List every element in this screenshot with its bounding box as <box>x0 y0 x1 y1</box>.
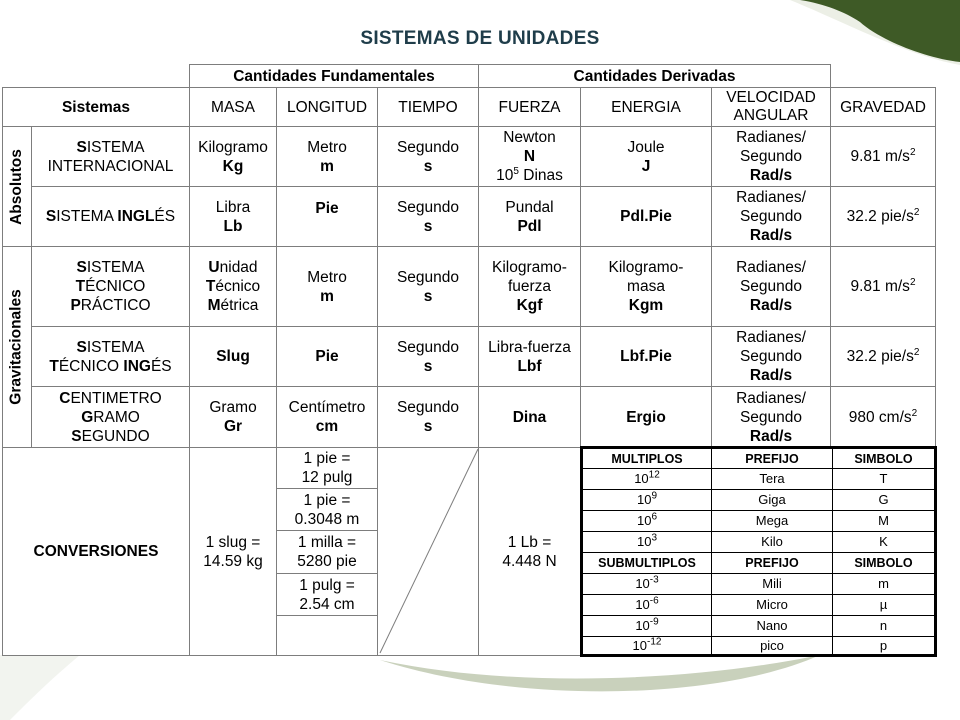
row-tecnico-longitud <box>276 246 378 327</box>
row-tecnico-energia-2: masa <box>627 278 665 295</box>
row-cgs-longitud <box>276 386 378 448</box>
row-tecnico-masa-line1 <box>208 258 257 277</box>
row-cgs-energia <box>580 386 712 448</box>
conversion-lb-line2: 4.448 N <box>502 552 557 570</box>
row-tecnico-gravedad <box>830 246 936 327</box>
row-ingles-vel-2: Segundo <box>739 208 803 225</box>
conversion-item-line1: 1 pie = <box>303 450 351 467</box>
factor-exp: 3 <box>651 532 658 544</box>
row-tecnico-rest-1: ISTEMA <box>86 259 145 276</box>
header-longitud <box>276 87 378 127</box>
header-velocidad-text: VELOCIDAD <box>726 89 816 106</box>
row-tec-ingles-longitud <box>276 326 378 387</box>
prefix-row-prefijo <box>711 489 833 511</box>
row-ingles-gravedad <box>830 186 936 247</box>
group-absolutos-label <box>2 126 32 247</box>
row-si-name <box>31 126 190 187</box>
conversion-slug-line1: 1 slug = <box>205 533 261 551</box>
row-cgs-rest-3: EGUNDO <box>81 427 150 445</box>
bottom-swoosh-shape <box>380 655 820 691</box>
header-cantidades-fundamentales <box>189 64 479 88</box>
row-si-tiempo-unit: s <box>423 157 433 175</box>
row-tecnico-masa-r1: nidad <box>219 259 258 276</box>
row-cgs-vel-unit: Rad/s <box>749 427 793 445</box>
row-ingles-energia <box>580 186 712 247</box>
simbolo-text: M <box>878 513 889 528</box>
row-si-velocidad <box>711 126 831 187</box>
row-si-vel-1: Radianes/ <box>736 129 806 146</box>
prefix-header-multiplos <box>582 448 712 469</box>
simbolo-text: p <box>879 637 888 653</box>
row-ingles-tiempo-unit: s <box>423 217 433 235</box>
prefijo-text: Mega <box>755 513 789 528</box>
simbolo-text: K <box>879 534 888 549</box>
row-tec-ingles-grav-exp: 2 <box>913 346 920 358</box>
row-tec-ingles-tiempo-unit: s <box>423 357 433 375</box>
row-tecnico-energia-1: Kilogramo- <box>608 259 684 276</box>
row-si-masa-name: Kilogramo <box>198 138 268 156</box>
prefijo-text: Giga <box>758 492 786 507</box>
row-ingles-grav-value: 32.2 pie/s <box>846 208 914 225</box>
row-ingles-bold: INGL <box>117 208 155 225</box>
prefix-row-prefijo <box>711 594 833 616</box>
row-cgs-grav-exp: 2 <box>911 407 918 419</box>
row-cgs-vel-2: Segundo <box>739 408 803 426</box>
prefix-row-prefijo <box>711 510 833 532</box>
row-si-energia-name: Joule <box>627 138 665 156</box>
header-gravedad-text: GRAVEDAD <box>840 98 926 116</box>
row-si-name-line1 <box>76 138 144 157</box>
factor-exp: 12 <box>648 469 660 481</box>
header-masa <box>189 87 277 127</box>
row-tec-ingles-end: ÉS <box>150 357 172 375</box>
row-cgs-long-unit: cm <box>315 418 339 435</box>
row-ingles-fuerza-name: Pundal <box>505 198 554 216</box>
row-si-vel-2: Segundo <box>739 148 803 165</box>
row-si-masa <box>189 126 277 187</box>
prefix-header-simbolo-text: SIMBOLO <box>854 451 913 466</box>
row-tec-ingles-bold: ING <box>123 357 151 375</box>
row-tecnico-vel-unit: Rad/s <box>749 297 793 314</box>
row-tec-ingles-line1 <box>76 338 144 357</box>
row-cgs-velocidad <box>711 386 831 448</box>
header-longitud-text: LONGITUD <box>286 98 368 116</box>
factor-base: 10 <box>634 471 649 486</box>
conversion-diagonal-cell <box>377 447 479 656</box>
row-tecnico-long-unit: m <box>320 287 334 305</box>
prefijo-text: Tera <box>759 471 785 486</box>
row-cgs-initial-3: S <box>71 427 82 445</box>
row-tec-ingles-energia-unit: Lbf.Pie <box>620 348 672 365</box>
row-tecnico-masa-r2: écnico <box>215 278 261 295</box>
row-si-fuerza-name: Newton <box>503 129 556 146</box>
row-tecnico-grav-exp: 2 <box>909 276 916 288</box>
row-tec-ingles-line2 <box>49 357 171 376</box>
header-energia <box>580 87 712 127</box>
row-tec-ingles-masa-unit: Slug <box>216 348 250 365</box>
row-tec-ingles-vel-unit: Rad/s <box>749 367 793 384</box>
simbolo-text: µ <box>879 597 888 612</box>
prefix-row-simbolo <box>832 594 935 616</box>
row-ingles-end: ÉS <box>154 208 176 225</box>
row-tecnico-masa-i2: T <box>205 278 216 295</box>
conversion-item <box>276 447 378 489</box>
row-tecnico-masa-i3: M <box>207 297 221 314</box>
prefix-header-simbolo <box>832 552 935 574</box>
row-ingles-vel-1: Radianes/ <box>736 189 806 206</box>
row-ingles-masa-name: Libra <box>215 198 251 216</box>
conversion-item-line1: 1 pie = <box>303 491 351 509</box>
row-tec-ingles-rest-2: ÉCNICO <box>58 357 124 375</box>
row-cgs-long-name: Centímetro <box>288 399 366 416</box>
row-si-gravedad <box>830 126 936 187</box>
row-tec-ingles-long-unit: Pie <box>315 348 339 365</box>
prefix-row-prefijo <box>711 468 833 490</box>
conversion-item-line2: 2.54 cm <box>299 595 355 613</box>
prefix-row-factor <box>582 636 712 655</box>
row-tec-ingles-energia <box>580 326 712 387</box>
row-tecnico-initial-3: P <box>70 297 81 314</box>
conversion-slug-line2: 14.59 kg <box>203 552 263 570</box>
prefix-row-simbolo <box>832 573 935 595</box>
row-ingles-longitud <box>276 186 378 247</box>
row-si-grav-value: 9.81 m/s <box>850 148 910 165</box>
row-ingles-vel-unit: Rad/s <box>749 227 793 244</box>
row-tecnico-rest-3: RÁCTICO <box>80 297 151 314</box>
conversion-empty-cell <box>276 615 378 656</box>
row-tecnico-name <box>31 246 190 327</box>
row-tec-ingles-fuerza-unit: Lbf <box>517 357 542 375</box>
prefix-header-prefijo-text: PREFIJO <box>745 556 799 570</box>
row-ingles-name <box>31 186 190 247</box>
conversion-item-line2: 5280 pie <box>297 553 357 570</box>
prefix-header-prefijo <box>711 448 833 469</box>
header-tiempo <box>377 87 479 127</box>
row-ingles-fuerza <box>478 186 581 247</box>
row-tecnico-vel-2: Segundo <box>739 278 803 295</box>
prefix-table <box>580 446 937 657</box>
row-si-long-name: Metro <box>307 138 347 156</box>
prefix-row-factor <box>582 510 712 532</box>
header-energia-text: ENERGIA <box>611 98 681 116</box>
row-ingles-tiempo <box>377 186 479 247</box>
factor-base: 10 <box>635 576 650 591</box>
row-tec-ingles-tiempo-name: Segundo <box>396 338 460 356</box>
row-cgs-line3 <box>71 427 149 446</box>
conversion-lb-line1: 1 Lb = <box>507 533 552 551</box>
row-tecnico-masa-r3: étrica <box>220 297 259 314</box>
row-si-name-line2: INTERNACIONAL <box>47 157 174 175</box>
prefijo-text: pico <box>760 637 784 653</box>
row-cgs-masa-unit: Gr <box>223 418 243 435</box>
prefix-row-factor <box>582 615 712 637</box>
row-tec-ingles-initial-2: T <box>49 357 59 375</box>
prefix-row-factor <box>582 573 712 595</box>
row-tecnico-velocidad <box>711 246 831 327</box>
row-tec-ingles-tiempo <box>377 326 479 387</box>
row-tecnico-fuerza-unit: Kgf <box>516 297 543 314</box>
conversion-item-line2: 12 pulg <box>301 469 353 486</box>
conversiones-label-cell <box>2 447 190 656</box>
row-ingles-masa <box>189 186 277 247</box>
factor-exp: 9 <box>651 490 658 502</box>
header-cantidades-derivadas <box>478 64 831 88</box>
prefix-row-factor <box>582 489 712 511</box>
row-cgs-line2 <box>81 408 140 427</box>
header-fuerza-text: FUERZA <box>498 98 561 116</box>
prefix-header-simbolo <box>832 448 935 469</box>
factor-exp: -6 <box>649 595 659 607</box>
factor-exp: -9 <box>649 616 659 628</box>
row-tec-ingles-gravedad <box>830 326 936 387</box>
conversion-item <box>276 573 378 616</box>
prefix-row-prefijo <box>711 531 833 553</box>
row-ingles-name-line <box>46 207 175 226</box>
row-ingles-tiempo-name: Segundo <box>396 198 460 216</box>
row-tecnico-tiempo <box>377 246 479 327</box>
row-ingles-energia-unit: Pdl.Pie <box>620 208 672 225</box>
row-si-longitud <box>276 126 378 187</box>
prefix-row-simbolo <box>832 510 935 532</box>
conversion-item-line1: 1 milla = <box>297 534 357 551</box>
factor-base: 10 <box>636 492 652 507</box>
row-cgs-rest-2: RAMO <box>93 408 140 426</box>
row-cgs-masa <box>189 386 277 448</box>
row-si-fuerza-unit: N <box>523 148 536 165</box>
header-angular-text: ANGULAR <box>733 107 809 124</box>
row-tec-ingles-fuerza <box>478 326 581 387</box>
row-cgs-gravedad <box>830 386 936 448</box>
group-gravitacionales-text: Gravitacionales <box>8 289 26 405</box>
row-tecnico-energia <box>580 246 712 327</box>
row-tecnico-line1 <box>76 258 144 277</box>
row-ingles-long-unit: Pie <box>315 200 339 217</box>
row-si-vel-unit: Rad/s <box>749 167 793 184</box>
row-tecnico-masa-i1: U <box>208 259 220 276</box>
row-ingles-velocidad <box>711 186 831 247</box>
prefix-row-prefijo <box>711 573 833 595</box>
row-si-fuerza-dinas <box>496 166 563 185</box>
row-si-initial: S <box>76 138 87 156</box>
header-sistemas <box>2 87 190 127</box>
prefix-row-simbolo <box>832 489 935 511</box>
row-tecnico-vel-1: Radianes/ <box>736 259 806 276</box>
row-cgs-vel-1: Radianes/ <box>736 389 806 407</box>
header-velocidad-angular <box>711 87 831 127</box>
prefix-row-simbolo <box>832 636 935 655</box>
prefix-row-factor <box>582 531 712 553</box>
conversion-item <box>276 530 378 574</box>
row-tecnico-energia-unit: Kgm <box>628 297 664 314</box>
row-tecnico-masa-line2 <box>206 277 260 296</box>
row-tecnico-fuerza-1: Kilogramo- <box>492 259 567 276</box>
row-tec-ingles-initial-1: S <box>76 338 87 356</box>
header-masa-text: MASA <box>211 98 255 116</box>
prefix-header-multiplos-text: MULTIPLOS <box>611 451 683 466</box>
row-tecnico-initial-2: T <box>75 278 86 295</box>
row-si-dinas-base: 10 <box>496 167 514 184</box>
row-cgs-tiempo-unit: s <box>423 418 433 435</box>
simbolo-text: n <box>879 618 888 633</box>
header-fuerza <box>478 87 581 127</box>
row-tecnico-fuerza-2: fuerza <box>507 278 552 295</box>
row-tecnico-tiempo-unit: s <box>423 287 433 305</box>
row-cgs-grav-value: 980 cm/s <box>848 408 912 426</box>
conversion-lb <box>478 447 581 656</box>
row-tecnico-grav-value: 9.81 m/s <box>850 278 910 295</box>
factor-base: 10 <box>635 597 650 612</box>
row-cgs-rest-1: ENTIMETRO <box>70 389 162 407</box>
row-si-energia <box>580 126 712 187</box>
prefix-row-simbolo <box>832 615 935 637</box>
prefix-row-factor <box>582 594 712 616</box>
prefijo-text: Micro <box>756 597 788 612</box>
row-si-fuerza <box>478 126 581 187</box>
row-tec-ingles-fuerza-name: Libra-fuerza <box>488 338 571 356</box>
row-si-tiempo-name: Segundo <box>396 138 460 156</box>
row-cgs-initial-2: G <box>81 408 94 426</box>
prefix-header-prefijo-text: PREFIJO <box>745 451 799 466</box>
simbolo-text: G <box>878 492 889 507</box>
prefijo-text: Mili <box>762 576 782 591</box>
row-si-grav-exp: 2 <box>909 146 916 158</box>
row-si-long-unit: m <box>320 157 334 175</box>
conversion-item <box>276 488 378 531</box>
prefix-row-factor <box>582 468 712 490</box>
row-cgs-name <box>31 386 190 448</box>
conversion-slug <box>189 447 277 656</box>
row-tecnico-long-name: Metro <box>307 268 347 286</box>
group-gravitacionales-label <box>2 246 32 448</box>
row-si-rest: ISTEMA <box>86 138 145 156</box>
row-tecnico-masa-line3 <box>208 296 259 315</box>
row-cgs-tiempo <box>377 386 479 448</box>
row-cgs-masa-name: Gramo <box>209 399 257 416</box>
factor-base: 10 <box>636 534 652 549</box>
row-ingles-masa-unit: Lb <box>223 217 243 235</box>
header-tiempo-text: TIEMPO <box>398 98 458 116</box>
prefix-header-submultiplos-text: SUBMULTIPLOS <box>598 556 696 570</box>
header-fundamentales-text: Cantidades Fundamentales <box>233 67 435 85</box>
prefijo-text: Kilo <box>761 534 783 549</box>
row-tecnico-line2 <box>76 277 146 296</box>
row-si-dinas-text: Dinas <box>518 167 563 184</box>
row-si-energia-unit: J <box>641 157 651 175</box>
row-tecnico-initial-1: S <box>76 259 87 276</box>
factor-exp: 6 <box>651 511 658 523</box>
row-tec-ingles-vel-2: Segundo <box>739 348 803 365</box>
page-title: SISTEMAS DE UNIDADES <box>360 28 600 49</box>
bottom-left-glow-shape <box>0 655 80 720</box>
row-cgs-tiempo-name: Segundo <box>396 399 460 416</box>
prefix-header-prefijo <box>711 552 833 574</box>
row-cgs-initial-1: C <box>59 389 71 407</box>
row-si-dinas-exp: 5 <box>513 165 519 177</box>
row-tec-ingles-name <box>31 326 190 387</box>
row-cgs-energia-unit: Ergio <box>626 408 666 426</box>
row-tecnico-rest-2: ÉCNICO <box>85 278 146 295</box>
factor-exp: -12 <box>647 636 662 648</box>
row-ingles-initial: S <box>45 208 57 225</box>
row-si-masa-unit: Kg <box>222 157 244 175</box>
header-derivadas-text: Cantidades Derivadas <box>573 67 736 85</box>
row-tec-ingles-velocidad <box>711 326 831 387</box>
prefix-row-prefijo <box>711 636 833 655</box>
row-tecnico-tiempo-name: Segundo <box>396 268 460 286</box>
prefijo-text: Nano <box>756 618 788 633</box>
simbolo-text: m <box>878 576 889 591</box>
factor-exp: -3 <box>649 574 659 586</box>
conversiones-label: CONVERSIONES <box>33 543 159 560</box>
row-tec-ingles-masa <box>189 326 277 387</box>
row-tecnico-line3 <box>70 296 150 315</box>
row-tecnico-masa <box>189 246 277 327</box>
prefix-header-simbolo-text: SIMBOLO <box>854 556 913 570</box>
row-ingles-fuerza-unit: Pdl <box>517 217 542 235</box>
row-si-tiempo <box>377 126 479 187</box>
prefix-row-simbolo <box>832 531 935 553</box>
header-gravedad <box>830 87 936 127</box>
factor-base: 10 <box>636 513 652 528</box>
row-cgs-line1 <box>59 389 161 408</box>
row-tec-ingles-grav-value: 32.2 pie/s <box>846 348 914 365</box>
simbolo-text: T <box>879 471 888 486</box>
row-tec-ingles-vel-1: Radianes/ <box>736 329 806 346</box>
factor-base: 10 <box>632 637 647 653</box>
group-absolutos-text: Absolutos <box>8 148 25 225</box>
header-sistemas-text: Sistemas <box>61 98 131 116</box>
row-cgs-fuerza-unit: Dina <box>512 408 547 426</box>
factor-base: 10 <box>635 618 650 633</box>
conversion-item-line1: 1 pulg = <box>299 576 355 594</box>
prefix-header-submultiplos <box>582 552 712 574</box>
row-tecnico-fuerza <box>478 246 581 327</box>
row-ingles-rest: ISTEMA <box>56 208 118 225</box>
prefix-row-prefijo <box>711 615 833 637</box>
row-cgs-fuerza <box>478 386 581 448</box>
prefix-row-simbolo <box>832 468 935 490</box>
row-ingles-grav-exp: 2 <box>913 206 920 218</box>
row-tec-ingles-rest-1: ISTEMA <box>86 338 145 356</box>
conversion-item-line2: 0.3048 m <box>294 510 360 528</box>
